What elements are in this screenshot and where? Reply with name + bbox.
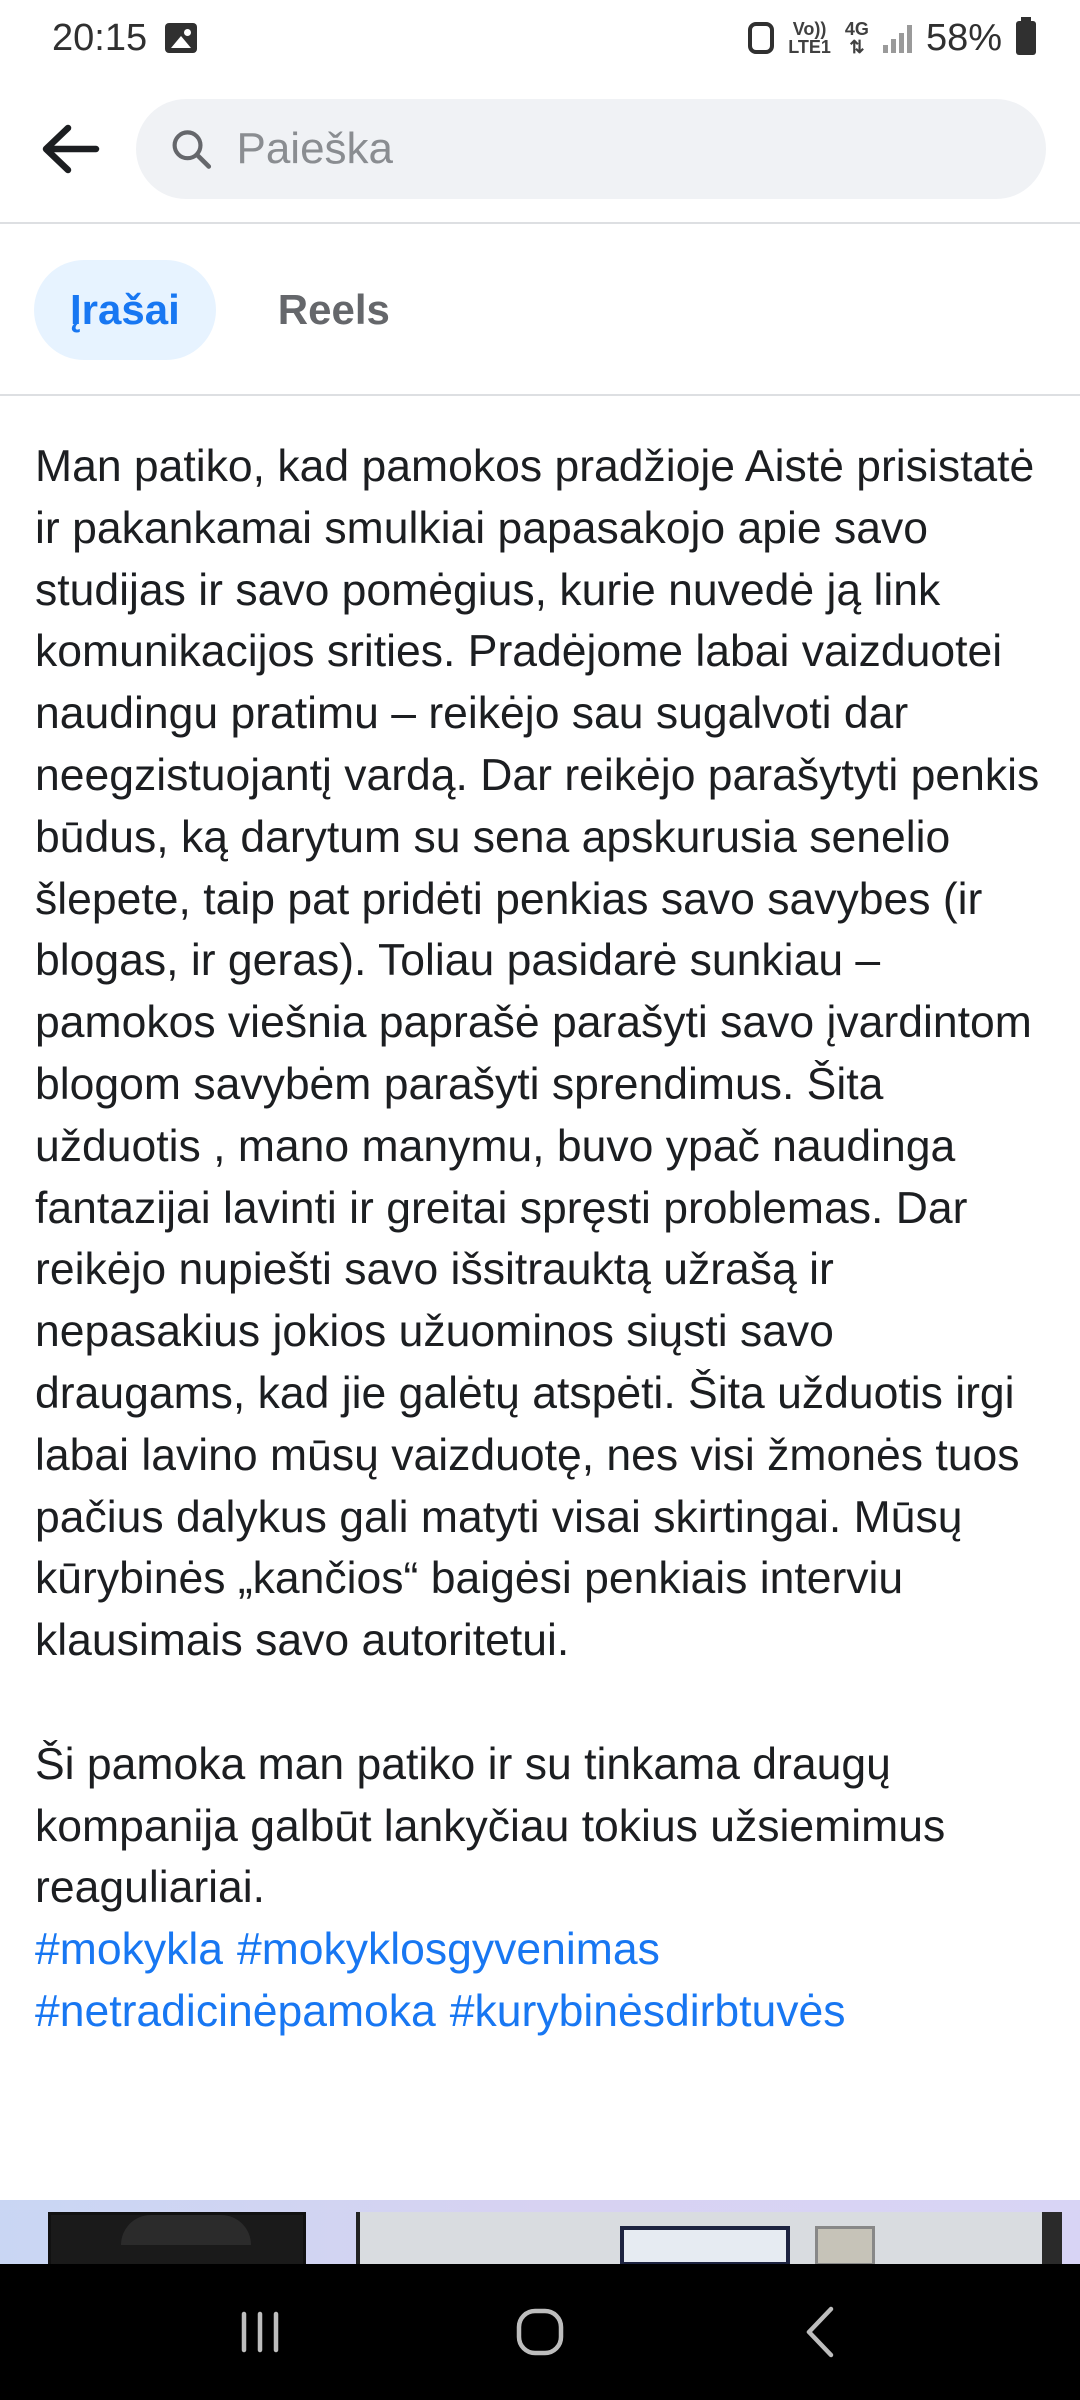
generation-label: 4G — [844, 19, 869, 39]
tab-posts[interactable]: Įrašai — [34, 260, 216, 360]
gallery-notification-icon — [165, 23, 197, 53]
system-back-button[interactable] — [775, 2292, 865, 2372]
status-left — [52, 17, 197, 60]
search-icon — [170, 126, 212, 172]
battery-percent: 58% — [925, 16, 1002, 59]
search-bar[interactable] — [136, 99, 1046, 199]
status-right — [748, 17, 1036, 60]
back-button[interactable] — [36, 115, 104, 183]
search-input[interactable] — [234, 123, 1012, 175]
volte-label: Vo)) — [792, 19, 827, 39]
vpn-lock-icon — [748, 22, 774, 54]
search-header — [0, 76, 1080, 224]
hashtag-link[interactable]: #netradicinėpamoka — [35, 1986, 436, 2036]
hashtag-link[interactable]: #mokyklosgyvenimas — [236, 1925, 660, 1975]
recents-button[interactable] — [215, 2292, 305, 2372]
post-paragraph: Man patiko, kad pamokos pradžioje Aistė prisistatė ir pakankamai smulkiai papasakojo apie savo studijas ir savo pomėgius, kurie nuvedė ją link komunikacijos srities. Pradėjome labai vaizduotei naudingu pratimu – reikėjo sau sugalvoti dar neegzistuojantį vardą. Dar reikėjo parašytyti penkis būdus, ką darytum su sena apskurusia senelio šlepete, taip pat pridėti penkias savo savybes (ir blogas, ir geras). Toliau pasidarė sunkiau – pamokos viešnia paprašė parašyti savo įvardintom blogom savybėm parašyti sprendimus. Šita užduotis , mano manymu, buvo ypač naudinga fantazijai lavinti ir greitai spręsti problemas. Dar reikėjo nupiešti savo išsitrauktą užrašą ir nepasakius jokios užuominos siųsti savo draugams, kad jie galėtų atspėti. Šita užduotis irgi labai lavino mūsų vaizduotę, nes visi žmonės tuos pačius dalykus gali matyti visai skirtingai. Mūsų kūrybinės „kančios“ baigėsi penkiais interviu klausimais savo autoritetui. — [35, 442, 1040, 1666]
lte-label: LTE1 — [788, 37, 831, 57]
recents-icon — [236, 2310, 284, 2354]
hashtag-link[interactable]: #kurybinėsdirbtuvės — [449, 1986, 846, 2036]
system-navigation-bar — [0, 2264, 1080, 2400]
projector-screen — [620, 2226, 790, 2264]
data-arrows-icon: ⇅ — [849, 37, 865, 57]
post-photos — [0, 2200, 1080, 2264]
tab-reels[interactable]: Reels — [277, 286, 390, 333]
paragraph-spacer — [35, 1672, 1045, 1734]
signal-strength-icon — [883, 23, 912, 53]
filter-tabs — [0, 226, 1080, 396]
volte-indicator — [788, 20, 831, 56]
battery-icon — [1016, 21, 1036, 55]
post-paragraph: Ši pamoka man patiko ir su tinkama draugų kompanija galbūt lankyčiau tokius užsiemimus reaguliariai. — [35, 1739, 946, 1913]
home-icon — [515, 2307, 565, 2357]
status-bar — [0, 0, 1080, 76]
status-time: 20:15 — [52, 16, 148, 59]
chevron-left-icon — [803, 2305, 837, 2359]
network-generation — [845, 20, 869, 56]
post-photo[interactable] — [48, 2212, 306, 2264]
classroom-door — [815, 2226, 875, 2264]
hashtag-link[interactable]: #mokykla — [35, 1925, 223, 1975]
post-content — [35, 436, 1045, 2043]
post-photo[interactable] — [356, 2212, 1062, 2264]
hashtag-list — [35, 1919, 1045, 2043]
home-button[interactable] — [495, 2292, 585, 2372]
arrow-left-icon — [40, 123, 100, 175]
